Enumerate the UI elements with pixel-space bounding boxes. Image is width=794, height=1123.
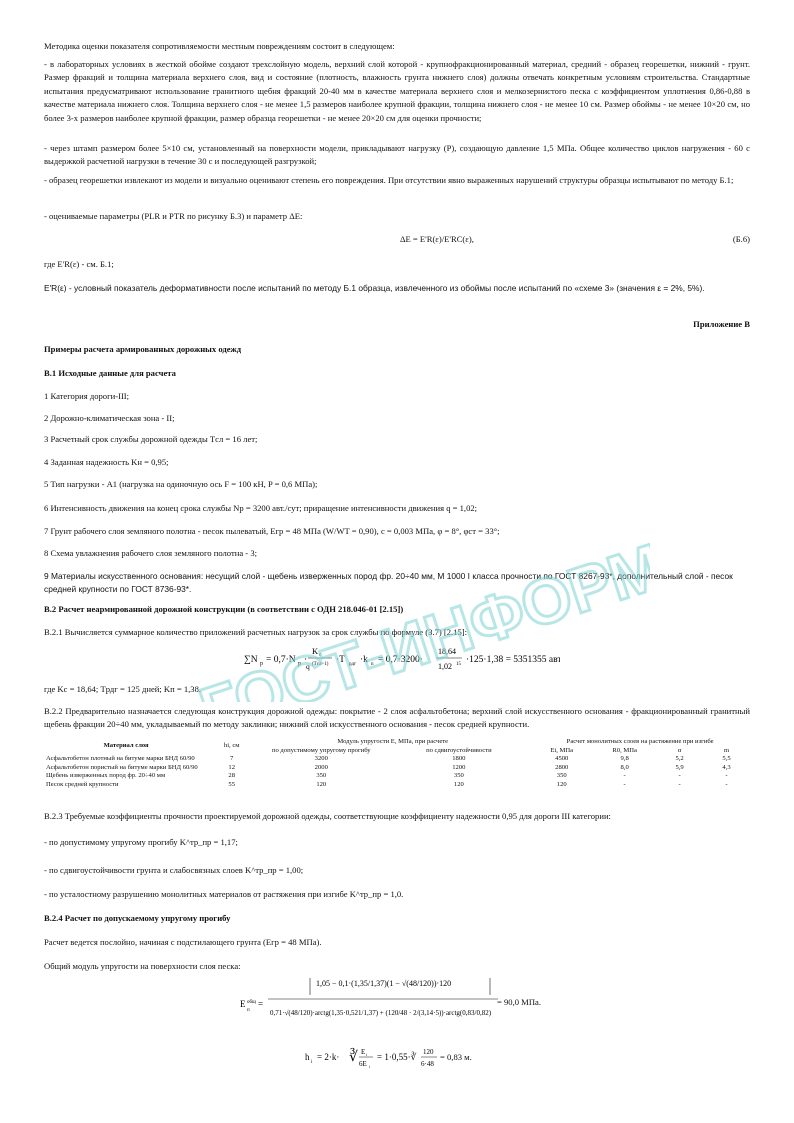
list-item: 5 Тип нагрузки - A1 (нагрузка на одиночную ось F = 100 кН, P = 0,6 МПа); (44, 479, 318, 489)
list-item: 1 Категория дороги-III; (44, 391, 130, 401)
svg-text:c: c (319, 653, 322, 658)
svg-text:1,05 − 0,1·(1,35/1,37)(1 − √(4: 1,05 − 0,1·(1,35/1,37)(1 − √(48/120))·120 (316, 979, 452, 988)
table-cell: Щебень изверженных пород фр. 20÷40 мм (46, 772, 166, 780)
svg-text:18,64: 18,64 (438, 647, 456, 656)
list-item: - по усталостному разрушению монолитных материалов от растяжения при изгибе K^тр_пр = 1,0. (44, 889, 404, 899)
formula-b6: ΔE = E'R(ε)/E'RC(ε), (400, 234, 474, 244)
table-cell: 7 (230, 755, 234, 763)
svg-text:p: p (298, 661, 301, 667)
svg-text:E: E (361, 1048, 366, 1056)
table-cell: 8,0 (620, 763, 629, 771)
table-cell: 350 (453, 772, 464, 780)
svg-text:n: n (371, 662, 374, 667)
table-header: Материал слоя (103, 742, 149, 750)
svg-text:1,02: 1,02 (438, 662, 452, 671)
svg-text:∛: ∛ (349, 1050, 358, 1065)
list-item: - по сдвигоустойчивости грунта и слабосвязных слоев K^тр_пр = 1,00; (44, 865, 304, 875)
table-cell: 2800 (555, 763, 569, 771)
list-item: 2 Дорожно-климатическая зона - II; (44, 413, 175, 423)
table-header: Расчет монолитных слоев на растяжение при изгибе (566, 738, 714, 745)
table-cell: Асфальтобетон плотный на битуме марки БНД 60/90 (46, 755, 195, 763)
table-cell: 9,8 (620, 755, 629, 763)
svg-text:i: i (311, 1060, 313, 1065)
table-header: m (723, 746, 730, 754)
table-row (44, 781, 750, 790)
formula-result: = 0,83 м. (440, 1052, 472, 1062)
svg-text:рдг: рдг (349, 662, 357, 667)
table-cell: - (678, 780, 681, 788)
table-header: по сдвигоустойчивости (426, 746, 492, 754)
svg-text:= 0,7·3200·: = 0,7·3200· (378, 655, 423, 665)
table-cell: 5,5 (722, 755, 731, 763)
table-row (44, 772, 750, 781)
svg-text:120: 120 (423, 1048, 434, 1056)
list-item: 6 Интенсивность движения на конец срока службы Np = 3200 авт./сут; приращение интенсивности движения q = 1,02; (44, 503, 478, 513)
table-cell: 350 (556, 772, 567, 780)
paragraph: Расчет ведется послойно, начиная с подстилающего грунта (Eгр = 48 МПа). (44, 937, 322, 947)
table-cell: 4500 (555, 755, 569, 763)
section-title: В.2.4 Расчет по допускаемому упругому прогибу (44, 913, 231, 923)
svg-text:= 1·0,55·∛: = 1·0,55·∛ (377, 1052, 417, 1062)
paragraph: В.2.3 Требуемые коэффициенты прочности проектируемой дорожной одежды, соответствующие коэффициенту надежности 0,95 для дороги III категории: (44, 811, 611, 821)
svg-text:6E: 6E (359, 1060, 367, 1068)
table-cell: 2000 (314, 763, 328, 771)
svg-text:h: h (305, 1052, 310, 1062)
svg-text:q: q (306, 662, 310, 671)
table-header: Модуль упругости E, МПа, при расчете (337, 738, 449, 745)
table-cell: - (678, 772, 681, 780)
svg-text:·125·1,38 = 5351355 авт.: ·125·1,38 = 5351355 авт. (466, 655, 560, 665)
table-cell: 1200 (452, 763, 466, 771)
list-item: 7 Грунт рабочего слоя земляного полотна - песок пылеватый, Eгр = 48 МПа (W/WT = 0,90), c = 0,003 МПа, φ = 8°, φст = 33°; (44, 526, 500, 536)
list-item: - в лабораторных условиях в жесткой обойме создают трехслойную модель, верхний слой которой - крупнофракционированный материал, средний - образец георешетки, нижний - грунт. Размер фракций и толщина материала верхнего слоя, вид и состояние (плотность, влажность грунта нижнего слоя) должны отвечать конкретным условиям строительства. Стандартные испытания предусматривают использование гранитного щебня фракций 20-40 мм в качестве материала верхнего слоя и мелкозернистого песка с коэффициентом уплотнения 0,86-0,88 в качестве материала нижнего слоя. Толщина верхнего слоя - не менее 1,5 размеров наиболее крупной фракции, толщина нижнего слоя - не менее 10 см. Размер обоймы - не менее 10×20 см, но более 3-х размеров наиболее крупной фракции, размер образца георешетки - не менее 20×20 см для оценки прочности; (44, 59, 750, 123)
svg-text:0,71·√(48/120)·arctg(1,35·0,52: 0,71·√(48/120)·arctg(1,35·0,521/1,37) + (120/48 · 2/(3,14·5))·arctg(0,83/0,82) (270, 1009, 492, 1017)
list-item: 9 Материалы искусственного основания: несущий слой - щебень изверженных пород фр. 20÷40 мм, М 1000 I класса прочности по ГОСТ 8267-93*, дополнительный слой - песок средней крупности по ГОСТ 8736-93*. (44, 571, 733, 595)
svg-text:·k: ·k (360, 655, 368, 665)
table-cell: 350 (316, 772, 327, 780)
where-line: где E'R(ε) - см. Б.1; (44, 259, 114, 269)
formula-number: (Б.6) (732, 234, 750, 244)
table-cell: Асфальтобетон пористый на битуме марки БНД 60/90 (46, 763, 198, 771)
table-row (44, 755, 750, 764)
table-cell: 5,9 (675, 763, 684, 771)
table-cell: 5,2 (675, 755, 684, 763)
svg-text:i: i (369, 1064, 371, 1069)
table-cell: 55 (228, 780, 235, 788)
table-cell: - (623, 772, 626, 780)
svg-text:15: 15 (456, 662, 461, 667)
intro-paragraph: Методика оценки показателя сопротивляемости местным повреждениям состоит в следующем: (44, 41, 395, 51)
svg-text:·: · (304, 655, 308, 665)
formula-b21-image (240, 642, 560, 674)
where-line: где Kс = 18,64; Tрдг = 125 дней; Kп = 1,38. (44, 684, 202, 694)
paragraph: В.2.2 Предварительно назначается следующая конструкция дорожной одежды: покрытие - 2 слоя асфальтобетона; верхний слой искусственного основания - фракционированный гранитный щебень фракции 20÷40 мм, укладываемый по методу заклинки; нижний слой искусственного основания - песок средней крупности. (44, 706, 750, 730)
svg-text:E: E (240, 999, 246, 1009)
table-cell: - (623, 780, 626, 788)
svg-text:(Tсл−1): (Tсл−1) (312, 662, 329, 667)
svg-text:i: i (366, 1052, 368, 1057)
table-cell: 3200 (314, 755, 328, 763)
paragraph: В.2.1 Вычисляется суммарное количество приложений расчетных нагрузок за срок службы по формуле (3.7) [2.15]: (44, 627, 468, 637)
table-cell: 120 (453, 780, 464, 788)
table-header: R0, МПа (612, 746, 637, 754)
table-cell: 28 (228, 772, 235, 780)
materials-table (44, 738, 750, 790)
svg-text:·T: ·T (336, 655, 345, 665)
svg-text:=: = (258, 999, 264, 1009)
table-cell: 1800 (452, 755, 466, 763)
table-header: Ei, МПа (550, 746, 574, 754)
appendix-title: Примеры расчета армированных дорожных одежд (44, 344, 242, 354)
svg-text:p: p (260, 661, 263, 667)
table-cell: 120 (316, 780, 327, 788)
list-item: 3 Расчетный срок службы дорожной одежды Tсл = 16 лет; (44, 434, 258, 444)
table-cell: 4,3 (722, 763, 731, 771)
svg-text:6·48: 6·48 (421, 1060, 434, 1068)
appendix-label: Приложение В (693, 319, 750, 329)
list-item: 4 Заданная надежность Kн = 0,95; (44, 457, 169, 467)
svg-text:= 0,7·N: = 0,7·N (266, 655, 296, 665)
list-item: - через штамп размером более 5×10 см, установленный на поверхности модели, прикладывают нагрузку (P), создающую давление 1,5 МПа. Общее количество циклов нагружения - 60 с выдержкой расчетной нагрузки в течение 30 с и последующей разгрузкой; (44, 143, 750, 167)
svg-text:общ: общ (247, 1000, 256, 1005)
list-item: 8 Схема увлажнения рабочего слоя земляного полотна - 3; (44, 548, 258, 558)
table-cell: 12 (228, 763, 235, 771)
table-header: по допустимому упругому прогибу (271, 746, 371, 754)
table-cell: Песок средней крупности (46, 780, 119, 788)
watermark-text: ГОСТ-ИНФОРМ.РУ (191, 498, 650, 702)
list-item: - образец георешетки извлекают из модели и визуально оценивают степень его повреждения. При отсутствии явно выраженных нарушений структуры образцы испытывают по методу Б.1; (44, 175, 734, 185)
list-item: - по допустимому упругому прогибу K^тр_пр = 1,17; (44, 837, 238, 847)
paragraph: Общий модуль упругости на поверхности слоя песка: (44, 961, 241, 971)
table-cell: - (725, 780, 728, 788)
svg-text:∑N: ∑N (244, 655, 258, 665)
svg-text:п: п (247, 1008, 250, 1013)
table-row (44, 764, 750, 773)
section-title: В.2 Расчет неармированной дорожной конструкции (в соответствии с ОДН 218.046-01 [2.15]) (44, 604, 404, 614)
formula-result: = 90,0 МПа. (497, 997, 541, 1007)
table-header: α (677, 746, 682, 754)
section-title: В.1 Исходные данные для расчета (44, 368, 176, 378)
svg-text:K: K (312, 646, 319, 656)
list-item: - оцениваемые параметры (PLR и PTR по рисунку Б.3) и параметр ΔE: (44, 211, 303, 221)
table-cell: 120 (556, 780, 567, 788)
svg-text:= 2·k·: = 2·k· (317, 1052, 340, 1062)
table-header: hi, см (223, 742, 240, 750)
table-cell: - (725, 772, 728, 780)
definition-paragraph: E'R(ε) - условный показатель деформативности после испытаний по методу Б.1 образца, извлеченного из обоймы после испытаний по «схеме 3» (значения ε = 2%, 5%). (44, 283, 705, 293)
